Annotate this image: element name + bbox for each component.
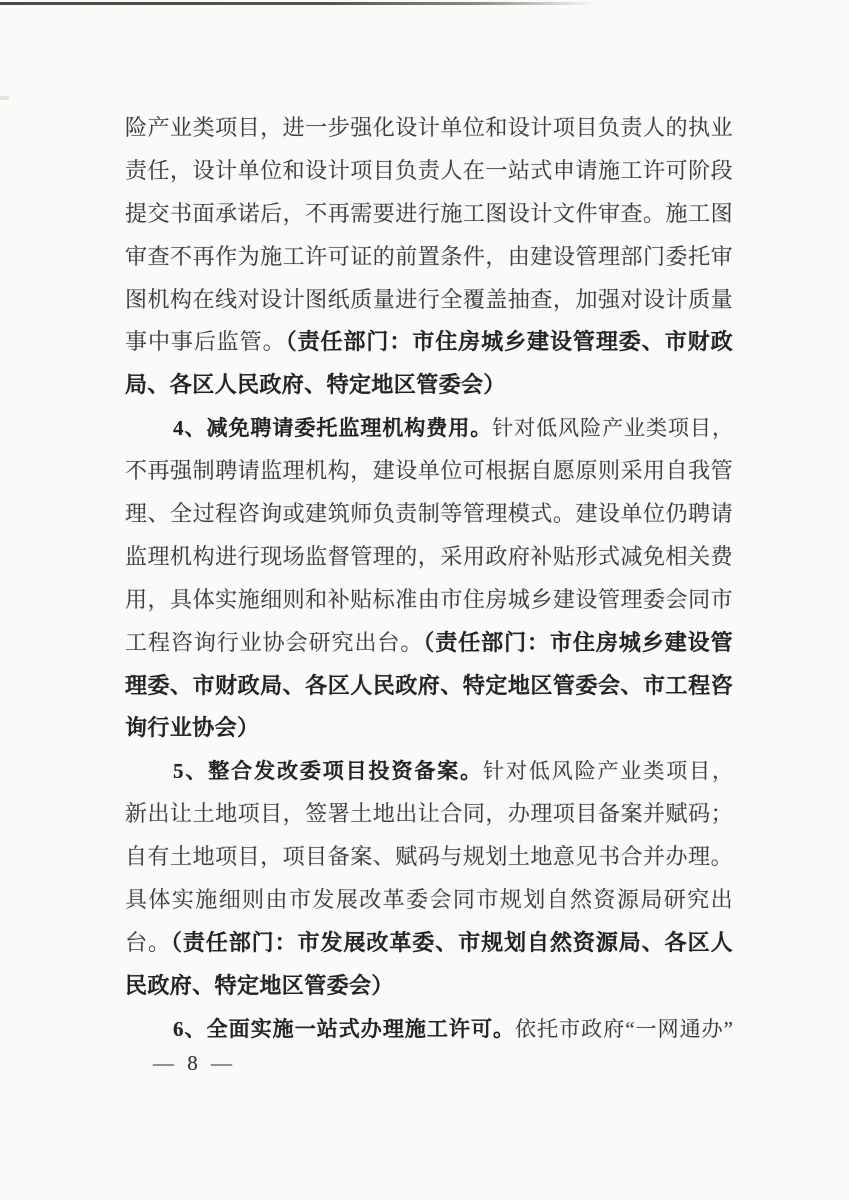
bold-text-segment: 理委、市财政局、各区人民政府、特定地区管委会、市工程咨: [125, 672, 733, 698]
bold-text-segment: 5、整合发改委项目投资备案。: [173, 759, 484, 784]
text-segment: 依托市政府“一网通办”: [515, 1016, 733, 1041]
text-segment: 不再强制聘请监理机构，建设单位可根据自愿原则采用自我管: [125, 458, 733, 484]
text-segment: 用，具体实施细则和补贴标准由市住房城乡建设管理委会同市: [125, 586, 733, 612]
text-line: [125, 793, 733, 836]
text-line: [125, 407, 733, 450]
text-segment: 图机构在线对设计图纸质量进行全覆盖抽查，加强对设计质量: [125, 286, 733, 312]
text-segment: 具体实施细则由市发展改革委会同市规划自然资源局研究出: [125, 887, 733, 913]
text-line: [125, 364, 733, 407]
text-segment: 审查不再作为施工许可证的前置条件，由建设管理部门委托审: [125, 243, 733, 269]
text-line: [125, 279, 733, 322]
bold-text-segment: （责任部门：市住房城乡建设管理委、市财政: [285, 329, 733, 355]
bold-text-segment: （责任部门：市发展改革委、市规划自然资源局、各区人: [170, 929, 733, 955]
text-segment: 监理机构进行现场监督管理的，采用政府补贴形式减免相关费: [125, 543, 733, 569]
bold-text-segment: 询行业协会）: [125, 715, 260, 741]
text-segment: 自有土地项目，项目备案、赋码与规划土地意见书合并办理。: [125, 844, 733, 870]
text-line: [125, 665, 733, 708]
text-segment: 事中事后监管。: [125, 329, 286, 355]
document-body: [125, 107, 733, 1051]
text-segment: 针对低风险产业类项目，: [483, 759, 734, 784]
text-segment: 提交书面承诺后，不再需要进行施工图设计文件审查。施工图: [125, 200, 733, 226]
text-line: [125, 879, 733, 922]
bold-text-segment: 民政府、特定地区管委会）: [125, 972, 394, 998]
text-segment: 新出让土地项目，签署土地出让合同，办理项目备案并赋码；: [125, 801, 733, 827]
text-line: [125, 750, 733, 793]
text-line: [125, 150, 733, 193]
text-line: [125, 193, 733, 236]
text-line: [125, 579, 733, 622]
text-segment: 理、全过程咨询或建筑师负责制等管理模式。建设单位仍聘请: [125, 501, 733, 527]
bold-text-segment: 局、各区人民政府、特定地区管委会）: [125, 372, 506, 398]
bold-text-segment: 4、减免聘请委托监理机构费用。: [173, 416, 493, 441]
bold-text-segment: 6、全面实施一站式办理施工许可。: [173, 1016, 516, 1041]
text-segment: 台。: [125, 929, 171, 955]
text-line: [125, 450, 733, 493]
top-edge-scan-artifact: [0, 2, 596, 5]
text-line: [125, 493, 733, 536]
text-segment: 责任，设计单位和设计项目负责人在一站式申请施工许可阶段: [125, 157, 733, 183]
text-line: [125, 1008, 733, 1051]
text-line: [125, 536, 733, 579]
text-segment: 针对低风险产业类项目，: [492, 416, 734, 441]
page-number: — 8 —: [153, 1051, 236, 1075]
text-segment: 险产业类项目，进一步强化设计单位和设计项目负责人的执业: [125, 115, 733, 140]
text-segment: 工程咨询行业协会研究出台。: [125, 629, 424, 655]
text-line: [125, 965, 733, 1008]
text-line: [125, 922, 733, 965]
bold-text-segment: （责任部门：市住房城乡建设管: [423, 629, 733, 655]
text-line: [125, 321, 733, 364]
text-line: [125, 236, 733, 279]
text-line: [125, 107, 733, 150]
text-line: [125, 707, 733, 750]
text-line: [125, 622, 733, 665]
text-line: [125, 836, 733, 879]
scan-speck: [0, 96, 9, 100]
